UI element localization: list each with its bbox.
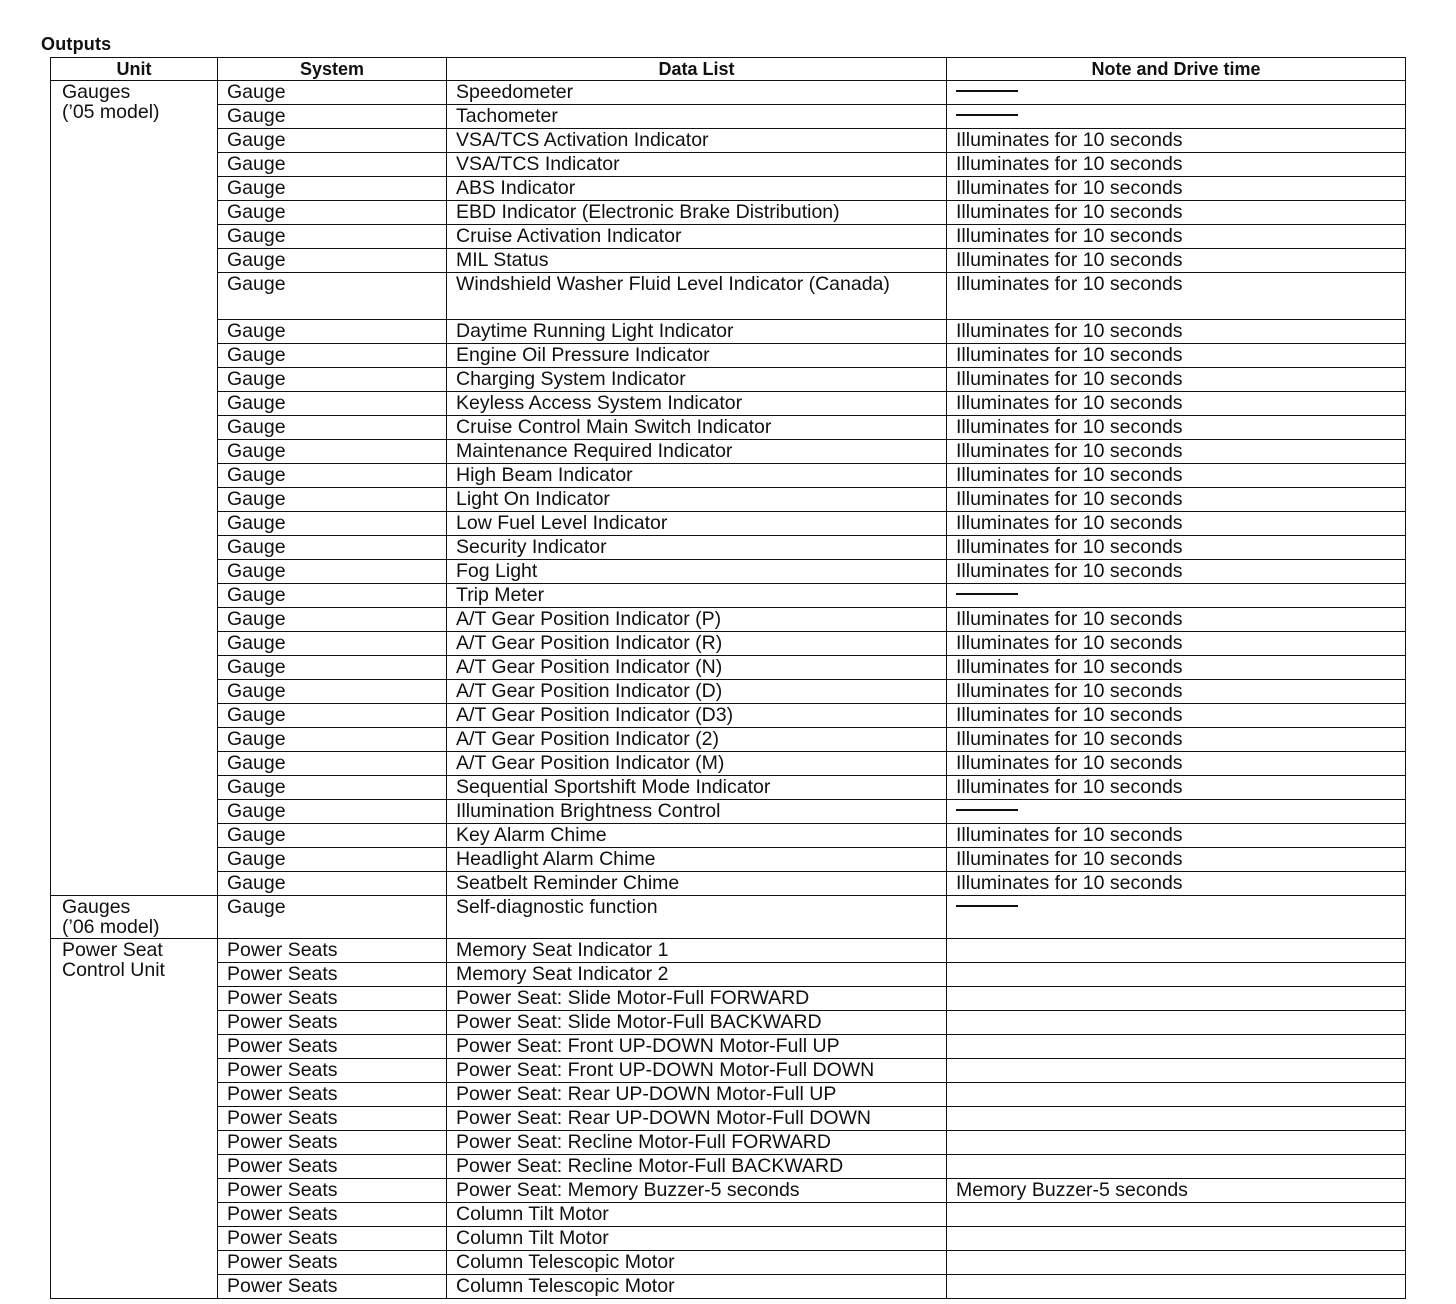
note-cell (947, 584, 1406, 608)
table-row (51, 81, 1406, 105)
note-cell (947, 1155, 1406, 1179)
system-cell: Power Seats (218, 1155, 447, 1179)
table-row (51, 344, 1406, 368)
note-cell: Illuminates for 10 seconds (947, 129, 1406, 153)
system-cell: Gauge (218, 776, 447, 800)
table-row (51, 560, 1406, 584)
data-list-cell: EBD Indicator (Electronic Brake Distribution) (447, 201, 947, 225)
table-row (51, 368, 1406, 392)
note-cell (947, 896, 1406, 939)
table-row (51, 1059, 1406, 1083)
data-list-cell: Power Seat: Slide Motor-Full BACKWARD (447, 1011, 947, 1035)
data-list-cell: Maintenance Required Indicator (447, 440, 947, 464)
dash-mark (956, 90, 1018, 92)
table-row (51, 392, 1406, 416)
table-row (51, 177, 1406, 201)
system-cell: Gauge (218, 656, 447, 680)
data-list-cell: Engine Oil Pressure Indicator (447, 344, 947, 368)
data-list-cell: Power Seat: Memory Buzzer-5 seconds (447, 1179, 947, 1203)
data-list-cell: Memory Seat Indicator 2 (447, 963, 947, 987)
data-list-cell: Charging System Indicator (447, 368, 947, 392)
data-list-cell: Power Seat: Recline Motor-Full BACKWARD (447, 1155, 947, 1179)
system-cell: Gauge (218, 368, 447, 392)
note-cell (947, 105, 1406, 129)
system-cell: Gauge (218, 105, 447, 129)
data-list-cell: Column Telescopic Motor (447, 1251, 947, 1275)
note-cell: Illuminates for 10 seconds (947, 201, 1406, 225)
system-cell: Power Seats (218, 1059, 447, 1083)
system-cell: Gauge (218, 488, 447, 512)
table-row (51, 440, 1406, 464)
system-cell: Gauge (218, 608, 447, 632)
data-list-cell: Column Tilt Motor (447, 1227, 947, 1251)
note-cell (947, 939, 1406, 963)
header-row (51, 58, 1406, 81)
table-row (51, 105, 1406, 129)
note-cell: Illuminates for 10 seconds (947, 512, 1406, 536)
system-cell: Gauge (218, 704, 447, 728)
system-cell: Gauge (218, 824, 447, 848)
note-cell: Illuminates for 10 seconds (947, 488, 1406, 512)
system-cell: Power Seats (218, 1179, 447, 1203)
system-cell: Power Seats (218, 1251, 447, 1275)
system-cell: Gauge (218, 848, 447, 872)
table-row (51, 1011, 1406, 1035)
unit-detail: (’05 model) (62, 101, 160, 123)
data-list-cell: Column Telescopic Motor (447, 1275, 947, 1299)
table-row (51, 249, 1406, 273)
system-cell: Gauge (218, 632, 447, 656)
data-list-cell: VSA/TCS Indicator (447, 153, 947, 177)
table-row (51, 1227, 1406, 1251)
data-list-cell: Column Tilt Motor (447, 1203, 947, 1227)
system-cell: Gauge (218, 896, 447, 939)
system-cell: Gauge (218, 225, 447, 249)
data-list-cell: High Beam Indicator (447, 464, 947, 488)
note-cell: Illuminates for 10 seconds (947, 656, 1406, 680)
system-cell: Power Seats (218, 1131, 447, 1155)
note-cell: Illuminates for 10 seconds (947, 153, 1406, 177)
system-cell: Gauge (218, 872, 447, 896)
table-row (51, 1107, 1406, 1131)
system-cell: Gauge (218, 440, 447, 464)
data-list-cell: Power Seat: Rear UP-DOWN Motor-Full UP (447, 1083, 947, 1107)
table-row (51, 1035, 1406, 1059)
system-cell: Gauge (218, 177, 447, 201)
system-cell: Power Seats (218, 939, 447, 963)
table-row (51, 704, 1406, 728)
header-data-list: Data List (447, 58, 947, 81)
system-cell: Power Seats (218, 963, 447, 987)
table-row (51, 776, 1406, 800)
dash-mark (956, 593, 1018, 595)
table-row (51, 488, 1406, 512)
system-cell: Power Seats (218, 1035, 447, 1059)
unit-name: Gauges (62, 81, 131, 103)
system-cell: Gauge (218, 584, 447, 608)
note-cell: Illuminates for 10 seconds (947, 368, 1406, 392)
note-cell: Illuminates for 10 seconds (947, 536, 1406, 560)
note-cell: Illuminates for 10 seconds (947, 752, 1406, 776)
header-note: Note and Drive time (947, 58, 1406, 81)
data-list-cell: MIL Status (447, 249, 947, 273)
table-row (51, 273, 1406, 320)
note-cell: Memory Buzzer-5 seconds (947, 1179, 1406, 1203)
data-list-cell: A/T Gear Position Indicator (D3) (447, 704, 947, 728)
system-cell: Gauge (218, 344, 447, 368)
data-list-cell: Headlight Alarm Chime (447, 848, 947, 872)
data-list-cell: Fog Light (447, 560, 947, 584)
note-cell (947, 81, 1406, 105)
header-system: System (218, 58, 447, 81)
table-row (51, 1131, 1406, 1155)
table-row (51, 608, 1406, 632)
data-list-cell: Cruise Activation Indicator (447, 225, 947, 249)
data-list-cell: VSA/TCS Activation Indicator (447, 129, 947, 153)
note-cell: Illuminates for 10 seconds (947, 608, 1406, 632)
data-list-cell: ABS Indicator (447, 177, 947, 201)
data-list-cell: Power Seat: Front UP-DOWN Motor-Full DOWN (447, 1059, 947, 1083)
note-cell: Illuminates for 10 seconds (947, 320, 1406, 344)
system-cell: Gauge (218, 560, 447, 584)
table-body (51, 81, 1406, 1299)
table-row (51, 536, 1406, 560)
note-cell: Illuminates for 10 seconds (947, 177, 1406, 201)
note-cell (947, 1059, 1406, 1083)
table-row (51, 728, 1406, 752)
system-cell: Gauge (218, 129, 447, 153)
unit-cell (51, 939, 218, 1299)
note-cell: Illuminates for 10 seconds (947, 872, 1406, 896)
data-list-cell: A/T Gear Position Indicator (N) (447, 656, 947, 680)
note-cell (947, 1275, 1406, 1299)
table-row (51, 512, 1406, 536)
table-row (51, 320, 1406, 344)
unit-name: Power Seat (62, 939, 163, 961)
note-cell (947, 1035, 1406, 1059)
data-list-cell: Illumination Brightness Control (447, 800, 947, 824)
system-cell: Gauge (218, 249, 447, 273)
note-cell: Illuminates for 10 seconds (947, 848, 1406, 872)
table-row (51, 896, 1406, 939)
note-cell: Illuminates for 10 seconds (947, 392, 1406, 416)
table-row (51, 824, 1406, 848)
data-list-cell: Security Indicator (447, 536, 947, 560)
dash-mark (956, 809, 1018, 811)
unit-detail: (’06 model) (62, 916, 160, 938)
data-list-cell: Seatbelt Reminder Chime (447, 872, 947, 896)
note-cell: Illuminates for 10 seconds (947, 249, 1406, 273)
system-cell: Power Seats (218, 1275, 447, 1299)
data-list-cell: Sequential Sportshift Mode Indicator (447, 776, 947, 800)
system-cell: Gauge (218, 536, 447, 560)
data-list-cell: Power Seat: Front UP-DOWN Motor-Full UP (447, 1035, 947, 1059)
note-cell (947, 1131, 1406, 1155)
note-cell (947, 1251, 1406, 1275)
note-cell: Illuminates for 10 seconds (947, 776, 1406, 800)
system-cell: Power Seats (218, 1011, 447, 1035)
table-row (51, 1203, 1406, 1227)
table-row (51, 584, 1406, 608)
data-list-cell: Tachometer (447, 105, 947, 129)
system-cell: Gauge (218, 81, 447, 105)
data-list-cell: Trip Meter (447, 584, 947, 608)
note-cell: Illuminates for 10 seconds (947, 416, 1406, 440)
data-list-cell: Memory Seat Indicator 1 (447, 939, 947, 963)
system-cell: Power Seats (218, 1107, 447, 1131)
table-row (51, 1275, 1406, 1299)
note-cell: Illuminates for 10 seconds (947, 344, 1406, 368)
note-cell (947, 963, 1406, 987)
data-list-cell: Cruise Control Main Switch Indicator (447, 416, 947, 440)
unit-cell (51, 896, 218, 939)
data-list-cell: Self-diagnostic function (447, 896, 947, 939)
system-cell: Gauge (218, 416, 447, 440)
note-cell (947, 1227, 1406, 1251)
data-list-cell: A/T Gear Position Indicator (2) (447, 728, 947, 752)
unit-cell (51, 81, 218, 896)
system-cell: Power Seats (218, 1083, 447, 1107)
note-cell (947, 1083, 1406, 1107)
system-cell: Gauge (218, 728, 447, 752)
data-list-cell: A/T Gear Position Indicator (D) (447, 680, 947, 704)
table-row (51, 1083, 1406, 1107)
data-list-cell: A/T Gear Position Indicator (P) (447, 608, 947, 632)
table-row (51, 225, 1406, 249)
system-cell: Gauge (218, 392, 447, 416)
table-row (51, 800, 1406, 824)
data-list-cell: Windshield Washer Fluid Level Indicator (Canada) (447, 273, 947, 320)
unit-detail: Control Unit (62, 959, 165, 981)
table-row (51, 656, 1406, 680)
table-row (51, 680, 1406, 704)
table-row (51, 752, 1406, 776)
note-cell (947, 1011, 1406, 1035)
note-cell: Illuminates for 10 seconds (947, 728, 1406, 752)
data-list-cell: A/T Gear Position Indicator (R) (447, 632, 947, 656)
data-list-cell: Speedometer (447, 81, 947, 105)
data-list-cell: Keyless Access System Indicator (447, 392, 947, 416)
system-cell: Gauge (218, 752, 447, 776)
note-cell (947, 987, 1406, 1011)
system-cell: Power Seats (218, 1227, 447, 1251)
table-row (51, 872, 1406, 896)
note-cell: Illuminates for 10 seconds (947, 632, 1406, 656)
system-cell: Gauge (218, 273, 447, 320)
data-list-cell: Light On Indicator (447, 488, 947, 512)
table-row (51, 201, 1406, 225)
system-cell: Gauge (218, 800, 447, 824)
table-row (51, 987, 1406, 1011)
table-row (51, 416, 1406, 440)
system-cell: Gauge (218, 153, 447, 177)
system-cell: Gauge (218, 320, 447, 344)
table-row (51, 939, 1406, 963)
data-list-cell: Power Seat: Rear UP-DOWN Motor-Full DOWN (447, 1107, 947, 1131)
dash-mark (956, 905, 1018, 907)
table-row (51, 1251, 1406, 1275)
note-cell: Illuminates for 10 seconds (947, 273, 1406, 320)
note-cell (947, 1107, 1406, 1131)
system-cell: Gauge (218, 464, 447, 488)
note-cell: Illuminates for 10 seconds (947, 225, 1406, 249)
system-cell: Power Seats (218, 1203, 447, 1227)
table-row (51, 632, 1406, 656)
note-cell: Illuminates for 10 seconds (947, 704, 1406, 728)
data-list-cell: Power Seat: Slide Motor-Full FORWARD (447, 987, 947, 1011)
table-row (51, 464, 1406, 488)
note-cell: Illuminates for 10 seconds (947, 680, 1406, 704)
table-row (51, 129, 1406, 153)
note-cell: Illuminates for 10 seconds (947, 824, 1406, 848)
data-list-cell: Low Fuel Level Indicator (447, 512, 947, 536)
note-cell (947, 800, 1406, 824)
table-row (51, 963, 1406, 987)
table-row (51, 1155, 1406, 1179)
page-title: Outputs (41, 34, 112, 54)
table-row (51, 153, 1406, 177)
note-cell: Illuminates for 10 seconds (947, 440, 1406, 464)
table-row (51, 848, 1406, 872)
system-cell: Gauge (218, 512, 447, 536)
system-cell: Gauge (218, 201, 447, 225)
system-cell: Gauge (218, 680, 447, 704)
note-cell: Illuminates for 10 seconds (947, 464, 1406, 488)
note-cell (947, 1203, 1406, 1227)
header-unit: Unit (51, 58, 218, 81)
system-cell: Power Seats (218, 987, 447, 1011)
data-list-cell: A/T Gear Position Indicator (M) (447, 752, 947, 776)
data-list-cell: Key Alarm Chime (447, 824, 947, 848)
data-list-cell: Power Seat: Recline Motor-Full FORWARD (447, 1131, 947, 1155)
data-list-cell: Daytime Running Light Indicator (447, 320, 947, 344)
note-cell: Illuminates for 10 seconds (947, 560, 1406, 584)
unit-name: Gauges (62, 896, 131, 918)
outputs-table (50, 57, 1406, 1299)
dash-mark (956, 114, 1018, 116)
table-row (51, 1179, 1406, 1203)
